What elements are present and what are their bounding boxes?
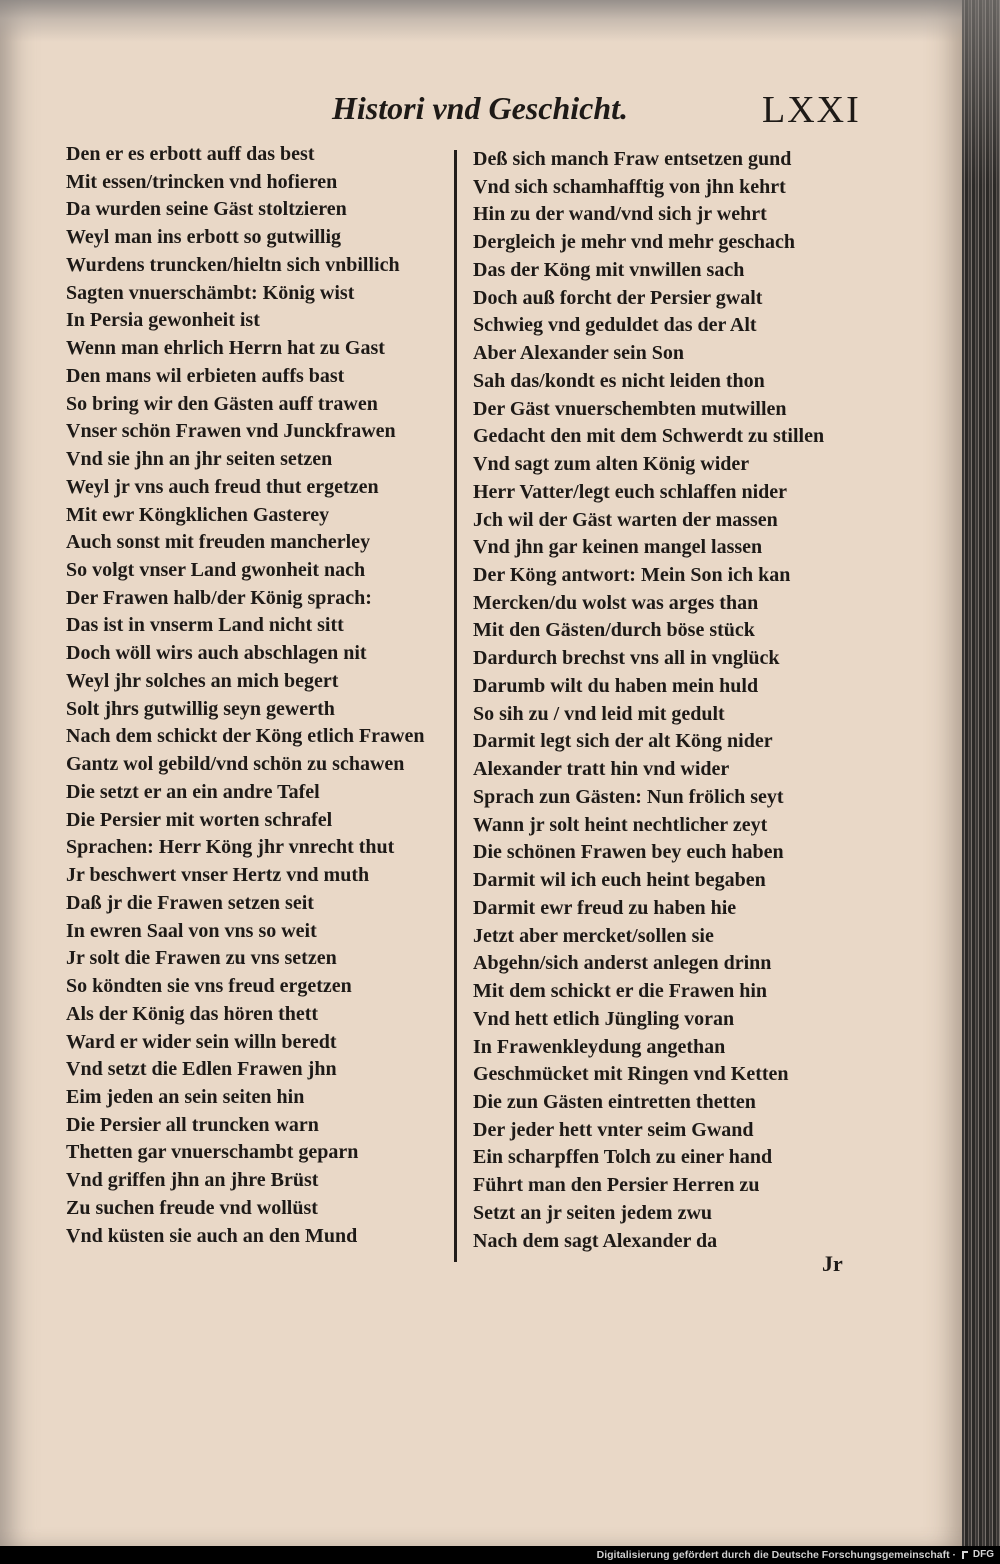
dfg-logo: [962, 1549, 994, 1561]
verse-line: Sagten vnuerschämbt: König wist: [66, 281, 355, 304]
verse-line: Die Persier all truncken warn: [66, 1113, 319, 1136]
column-divider: [454, 150, 457, 1262]
verse-line: Vnd sie jhn an jhr seiten setzen: [66, 448, 333, 471]
verse-line: Vnd griffen jhn an jhre Brüst: [66, 1169, 319, 1192]
verse-line: Geschmücket mit Ringen vnd Ketten: [473, 1063, 789, 1086]
verse-line: Der jeder hett vnter seim Gwand: [473, 1118, 754, 1141]
verse-line: Mit dem schickt er die Frawen hin: [473, 980, 768, 1003]
verse-line: In Persia gewonheit ist: [66, 309, 260, 332]
verse-line: Weyl man ins erbott so gutwillig: [66, 226, 342, 249]
verse-line: Darmit legt sich der alt Köng nider: [473, 730, 773, 753]
verse-line: Das der Köng mit vnwillen sach: [473, 258, 745, 281]
verse-line: Thetten gar vnuerschambt geparn: [66, 1141, 359, 1164]
verse-line: Die schönen Frawen bey euch haben: [473, 841, 784, 864]
verse-line: Schwieg vnd geduldet das der Alt: [473, 314, 757, 337]
verse-line: Mit essen/trincken vnd hofieren: [66, 170, 338, 193]
verse-line: In ewren Saal von vns so weit: [66, 919, 317, 942]
verse-line: Weyl jhr solches an mich begert: [66, 669, 339, 692]
book-edge: [962, 0, 1000, 1546]
verse-line: Deß sich manch Fraw entsetzen gund: [473, 148, 792, 170]
dfg-mark-icon: [962, 1551, 968, 1559]
verse-line: Vnd sagt zum alten König wider: [473, 453, 750, 476]
verse-line: Jr solt die Frawen zu vns setzen: [66, 947, 337, 970]
funding-credit: Digitalisierung gefördert durch die Deutsche Forschungsgemeinschaft ·: [596, 1549, 956, 1561]
scan-top-shadow: [0, 0, 964, 42]
verse-line: Den er es erbott auff das best: [66, 143, 315, 165]
verse-line: Dergleich je mehr vnd mehr geschach: [473, 231, 795, 254]
verse-line: Gantz wol gebild/vnd schön zu schawen: [66, 753, 405, 776]
verse-line: Doch wöll wirs auch abschlagen nit: [66, 642, 367, 665]
verse-line: Jr beschwert vnser Hertz vnd muth: [66, 864, 370, 887]
verse-line: Aber Alexander sein Son: [473, 342, 684, 365]
catchword: Jr: [822, 1251, 843, 1276]
verse-line: Herr Vatter/legt euch schlaffen nider: [473, 480, 788, 503]
verse-line: So sih zu / vnd leid mit gedult: [473, 702, 725, 725]
verse-line: Sprach zun Gästen: Nun frölich seyt: [473, 785, 784, 808]
digitization-footer: [0, 1546, 1000, 1564]
verse-line: Weyl jr vns auch freud thut ergetzen: [66, 475, 379, 498]
verse-line: Sah das/kondt es nicht leiden thon: [473, 369, 765, 392]
verse-line: Vnd sich schamhafftig von jhn kehrt: [473, 175, 786, 198]
verse-line: Abgehn/sich anderst anlegen drinn: [473, 952, 772, 975]
verse-line: Dardurch brechst vns all in vnglück: [473, 647, 780, 670]
verse-line: Mercken/du wolst was arges than: [473, 591, 759, 614]
verse-line: Setzt an jr seiten jedem zwu: [473, 1201, 713, 1224]
right-column: [473, 146, 873, 1255]
verse-line: Mit ewr Köngklichen Gasterey: [66, 503, 330, 526]
verse-line: Da wurden seine Gäst stoltzieren: [66, 198, 347, 221]
verse-line: Die zun Gästen eintretten thetten: [473, 1090, 756, 1113]
verse-line: So köndten sie vns freud ergetzen: [66, 975, 352, 998]
verse-line: Wenn man ehrlich Herrn hat zu Gast: [66, 337, 385, 360]
verse-line: Wann jr solt heint nechtlicher zeyt: [473, 813, 768, 836]
verse-line: Daß jr die Frawen setzen seit: [66, 891, 314, 914]
folio-number: LXXI: [762, 89, 861, 131]
verse-line: Vnd hett etlich Jüngling voran: [473, 1007, 735, 1030]
verse-line: Solt jhrs gutwillig seyn gewerth: [66, 697, 335, 720]
verse-line: Nach dem schickt der Köng etlich Frawen: [66, 725, 425, 748]
verse-line: Darmit ewr freud zu haben hie: [473, 896, 737, 919]
verse-line: Ein scharpffen Tolch zu einer hand: [473, 1146, 773, 1169]
verse-line: Führt man den Persier Herren zu: [473, 1174, 760, 1197]
verse-line: Das ist in vnserm Land nicht sitt: [66, 614, 344, 637]
verse-line: In Frawenkleydung angethan: [473, 1035, 726, 1058]
verse-line: Gedacht den mit dem Schwerdt zu stillen: [473, 425, 825, 448]
verse-line: Darumb wilt du haben mein huld: [473, 674, 759, 697]
verse-line: Jetzt aber mercket/sollen sie: [473, 924, 714, 947]
verse-line: Die setzt er an ein andre Tafel: [66, 780, 320, 803]
verse-line: Nach dem sagt Alexander da: [473, 1229, 718, 1252]
verse-line: Zu suchen freude vnd wollüst: [66, 1196, 318, 1219]
verse-line: Alexander tratt hin vnd wider: [473, 758, 730, 781]
verse-line: Hin zu der wand/vnd sich jr wehrt: [473, 203, 767, 226]
left-column: [66, 141, 444, 1250]
verse-line: Jch wil der Gäst warten der massen: [473, 508, 778, 531]
verse-line: Vnd küsten sie auch an den Mund: [66, 1224, 358, 1247]
verse-line: Der Gäst vnuerschembten mutwillen: [473, 397, 787, 420]
verse-line: Eim jeden an sein seiten hin: [66, 1085, 305, 1108]
verse-line: Ward er wider sein willn beredt: [66, 1030, 337, 1053]
verse-line: So volgt vnser Land gwonheit nach: [66, 559, 366, 582]
verse-line: Der Köng antwort: Mein Son ich kan: [473, 564, 791, 587]
running-title: Histori vnd Geschicht.: [332, 90, 629, 126]
verse-line: Sprachen: Herr Köng jhr vnrecht thut: [66, 836, 395, 859]
dfg-logo-text: DFG: [972, 1549, 994, 1560]
verse-line: Vnser schön Frawen vnd Junckfrawen: [66, 420, 396, 443]
verse-line: Vnd setzt die Edlen Frawen jhn: [66, 1058, 337, 1081]
verse-line: Vnd jhn gar keinen mangel lassen: [473, 536, 763, 559]
verse-line: Den mans wil erbieten auffs bast: [66, 364, 345, 387]
verse-line: Der Frawen halb/der König sprach:: [66, 586, 372, 609]
verse-line: So bring wir den Gästen auff trawen: [66, 392, 378, 415]
verse-line: Auch sonst mit freuden mancherley: [66, 531, 371, 554]
verse-line: Darmit wil ich euch heint begaben: [473, 869, 766, 892]
verse-line: Als der König das hören thett: [66, 1002, 319, 1025]
verse-line: Doch auß forcht der Persier gwalt: [473, 286, 763, 309]
verse-line: Wurdens truncken/hieltn sich vnbillich: [66, 253, 400, 276]
verse-line: Die Persier mit worten schrafel: [66, 808, 333, 831]
verse-line: Mit den Gästen/durch böse stück: [473, 619, 755, 642]
